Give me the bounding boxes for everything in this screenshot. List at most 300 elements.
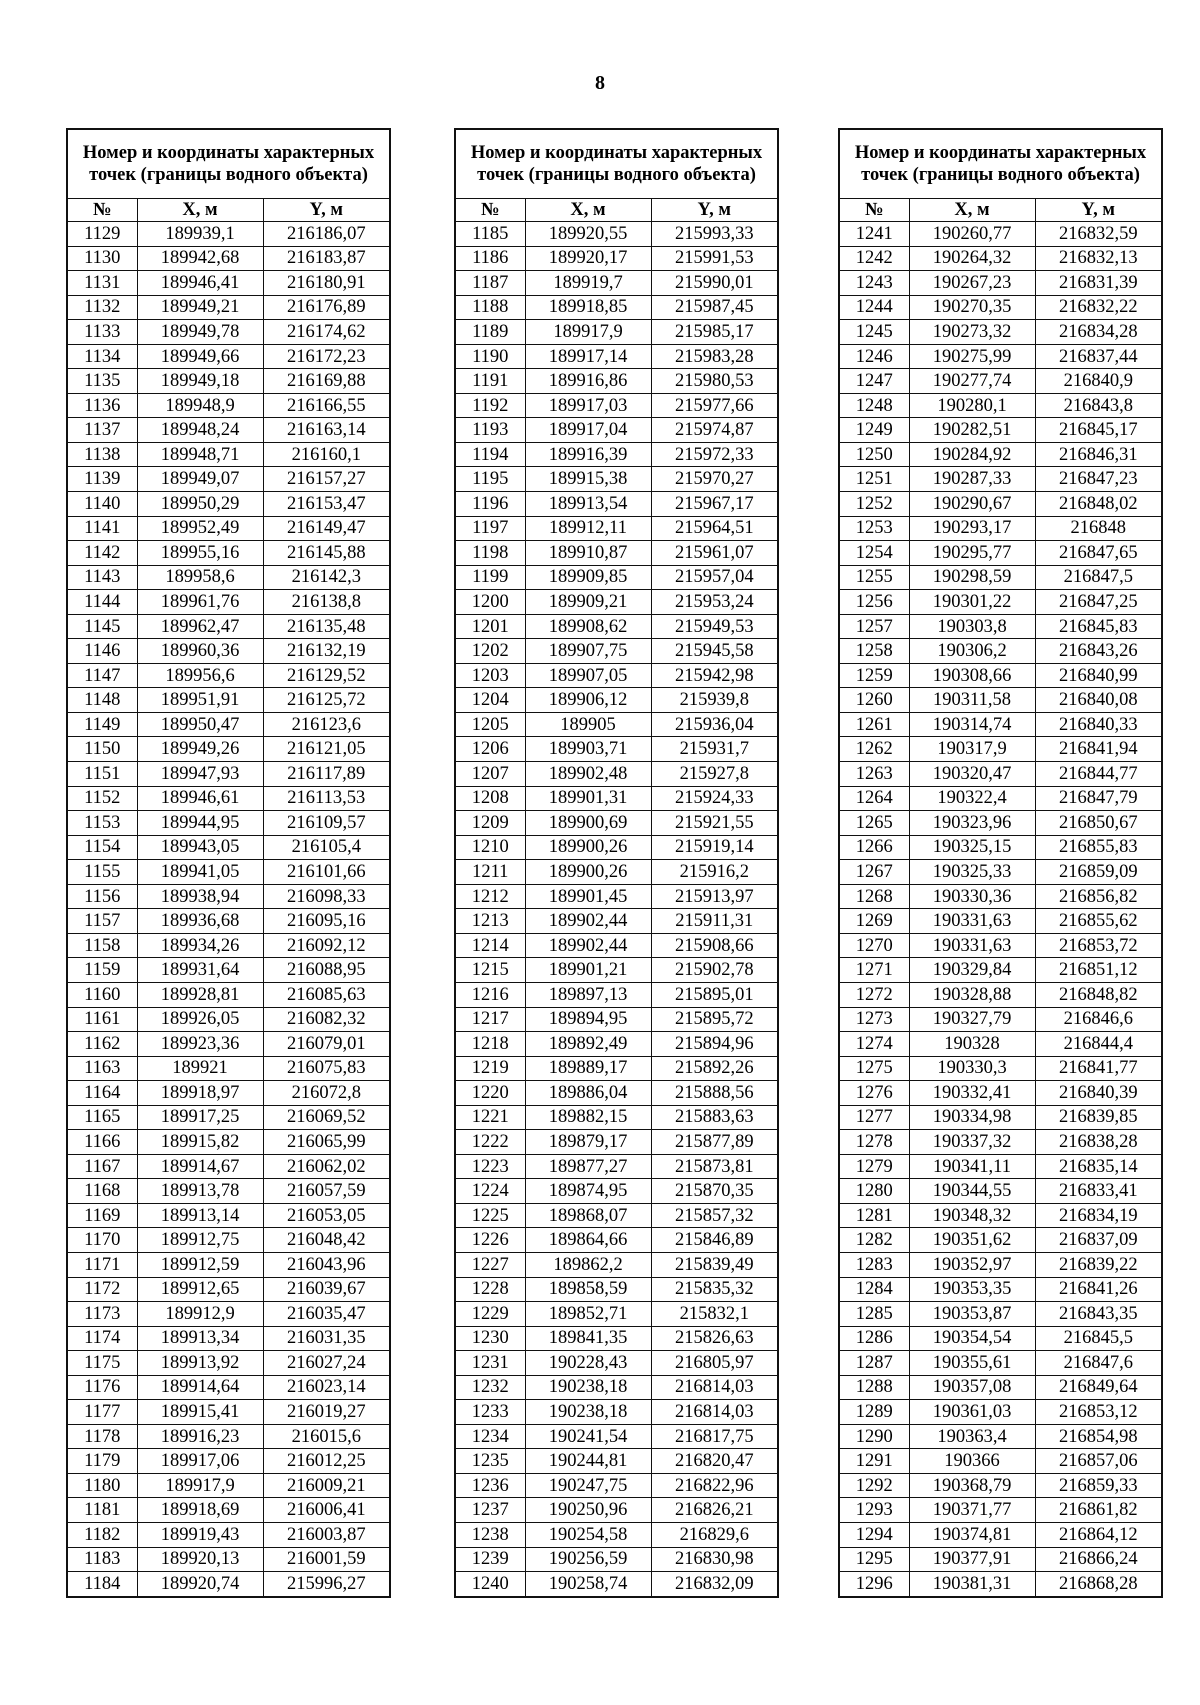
y-coordinate-cell: 216840,08: [1035, 688, 1162, 713]
y-coordinate-cell: 216135,48: [263, 614, 390, 639]
x-coordinate-cell: 189909,85: [525, 565, 651, 590]
y-coordinate-cell: 216043,96: [263, 1252, 390, 1277]
y-coordinate-cell: 216129,52: [263, 663, 390, 688]
table-row: [67, 1424, 390, 1449]
table-row: [839, 1252, 1162, 1277]
point-number-cell: 1276: [839, 1081, 909, 1106]
x-coordinate-cell: 189913,34: [137, 1326, 263, 1351]
y-coordinate-cell: 216138,8: [263, 590, 390, 615]
y-coordinate-cell: 216006,41: [263, 1498, 390, 1523]
table-row: [67, 1547, 390, 1572]
table-row: [455, 467, 778, 492]
point-number-cell: 1159: [67, 958, 137, 983]
point-number-cell: 1247: [839, 369, 909, 394]
table-row: [839, 737, 1162, 762]
point-number-cell: 1229: [455, 1302, 525, 1327]
table-row: [455, 1449, 778, 1474]
y-coordinate-cell: 215985,17: [651, 320, 778, 345]
x-coordinate-cell: 189889,17: [525, 1056, 651, 1081]
table-row: [839, 1449, 1162, 1474]
point-number-cell: 1177: [67, 1400, 137, 1425]
point-number-cell: 1261: [839, 712, 909, 737]
y-coordinate-cell: 216843,35: [1035, 1302, 1162, 1327]
y-coordinate-cell: 215902,78: [651, 958, 778, 983]
y-coordinate-cell: 216169,88: [263, 369, 390, 394]
x-coordinate-cell: 189956,6: [137, 663, 263, 688]
point-number-cell: 1145: [67, 614, 137, 639]
table-row: [839, 1154, 1162, 1179]
x-coordinate-cell: 189920,17: [525, 246, 651, 271]
table-row: [67, 639, 390, 664]
coordinates-table-3: [838, 128, 1163, 1598]
point-number-cell: 1237: [455, 1498, 525, 1523]
x-coordinate-cell: 189901,31: [525, 786, 651, 811]
table-row: [839, 811, 1162, 836]
x-coordinate-cell: 189949,78: [137, 320, 263, 345]
x-coordinate-cell: 189919,7: [525, 271, 651, 296]
table-row: [455, 1203, 778, 1228]
table-row: [67, 1326, 390, 1351]
table-title: Номер и координаты характерных точек (границы водного объекта): [455, 129, 778, 199]
point-number-cell: 1244: [839, 295, 909, 320]
x-coordinate-cell: 190348,32: [909, 1203, 1035, 1228]
table-row: [67, 222, 390, 247]
y-coordinate-cell: 215908,66: [651, 933, 778, 958]
table-row: [67, 1081, 390, 1106]
table-row: [839, 712, 1162, 737]
table-row: [67, 393, 390, 418]
point-number-cell: 1141: [67, 516, 137, 541]
y-coordinate-cell: 216172,23: [263, 344, 390, 369]
y-coordinate-cell: 215967,17: [651, 492, 778, 517]
x-coordinate-cell: 189961,76: [137, 590, 263, 615]
x-coordinate-cell: 190254,58: [525, 1522, 651, 1547]
y-coordinate-cell: 216847,25: [1035, 590, 1162, 615]
table-row: [67, 933, 390, 958]
table-row: [67, 688, 390, 713]
x-coordinate-cell: 189858,59: [525, 1277, 651, 1302]
x-coordinate-cell: 190355,61: [909, 1351, 1035, 1376]
table-row: [839, 467, 1162, 492]
y-coordinate-cell: 216180,91: [263, 271, 390, 296]
point-number-cell: 1205: [455, 712, 525, 737]
y-coordinate-cell: 215870,35: [651, 1179, 778, 1204]
y-coordinate-cell: 216830,98: [651, 1547, 778, 1572]
x-coordinate-cell: 189958,6: [137, 565, 263, 590]
y-coordinate-cell: 216132,19: [263, 639, 390, 664]
x-coordinate-cell: 189886,04: [525, 1081, 651, 1106]
point-number-cell: 1220: [455, 1081, 525, 1106]
table-row: [455, 1277, 778, 1302]
column-header-y: Y, м: [263, 199, 390, 222]
point-number-cell: 1189: [455, 320, 525, 345]
x-coordinate-cell: 189923,36: [137, 1032, 263, 1057]
point-number-cell: 1260: [839, 688, 909, 713]
point-number-cell: 1184: [67, 1572, 137, 1597]
y-coordinate-cell: 215987,45: [651, 295, 778, 320]
point-number-cell: 1182: [67, 1522, 137, 1547]
y-coordinate-cell: 216069,52: [263, 1105, 390, 1130]
table-row: [839, 1130, 1162, 1155]
y-coordinate-cell: 216848,02: [1035, 492, 1162, 517]
point-number-cell: 1282: [839, 1228, 909, 1253]
table-row: [67, 590, 390, 615]
point-number-cell: 1212: [455, 884, 525, 909]
y-coordinate-cell: 216845,17: [1035, 418, 1162, 443]
y-coordinate-cell: 216833,41: [1035, 1179, 1162, 1204]
x-coordinate-cell: 189943,05: [137, 835, 263, 860]
point-number-cell: 1129: [67, 222, 137, 247]
y-coordinate-cell: 215895,72: [651, 1007, 778, 1032]
point-number-cell: 1192: [455, 393, 525, 418]
point-number-cell: 1216: [455, 982, 525, 1007]
table-row: [455, 369, 778, 394]
x-coordinate-cell: 189900,69: [525, 811, 651, 836]
x-coordinate-cell: 189949,07: [137, 467, 263, 492]
y-coordinate-cell: 216019,27: [263, 1400, 390, 1425]
point-number-cell: 1178: [67, 1424, 137, 1449]
table-row: [67, 516, 390, 541]
x-coordinate-cell: 190337,32: [909, 1130, 1035, 1155]
table-row: [67, 1154, 390, 1179]
table-row: [67, 811, 390, 836]
x-coordinate-cell: 189939,1: [137, 222, 263, 247]
x-coordinate-cell: 190256,59: [525, 1547, 651, 1572]
x-coordinate-cell: 189917,9: [137, 1473, 263, 1498]
y-coordinate-cell: 216048,42: [263, 1228, 390, 1253]
table-row: [455, 933, 778, 958]
table-row: [67, 958, 390, 983]
point-number-cell: 1140: [67, 492, 137, 517]
column-header-x: X, м: [909, 199, 1035, 222]
y-coordinate-cell: 216092,12: [263, 933, 390, 958]
column-header-y: Y, м: [1035, 199, 1162, 222]
y-coordinate-cell: 216851,12: [1035, 958, 1162, 983]
y-coordinate-cell: 216847,65: [1035, 541, 1162, 566]
table-row: [839, 418, 1162, 443]
x-coordinate-cell: 190357,08: [909, 1375, 1035, 1400]
x-coordinate-cell: 189944,95: [137, 811, 263, 836]
table-row: [67, 884, 390, 909]
y-coordinate-cell: 216001,59: [263, 1547, 390, 1572]
y-coordinate-cell: 216856,82: [1035, 884, 1162, 909]
point-number-cell: 1285: [839, 1302, 909, 1327]
table-row: [839, 320, 1162, 345]
point-number-cell: 1152: [67, 786, 137, 811]
x-coordinate-cell: 190303,8: [909, 614, 1035, 639]
point-number-cell: 1198: [455, 541, 525, 566]
x-coordinate-cell: 190270,35: [909, 295, 1035, 320]
table-row: [839, 1522, 1162, 1547]
point-number-cell: 1167: [67, 1154, 137, 1179]
y-coordinate-cell: 215857,32: [651, 1203, 778, 1228]
point-number-cell: 1206: [455, 737, 525, 762]
x-coordinate-cell: 189902,44: [525, 933, 651, 958]
table-row: [67, 467, 390, 492]
point-number-cell: 1239: [455, 1547, 525, 1572]
y-coordinate-cell: 216829,6: [651, 1522, 778, 1547]
x-coordinate-cell: 190282,51: [909, 418, 1035, 443]
x-coordinate-cell: 189955,16: [137, 541, 263, 566]
point-number-cell: 1158: [67, 933, 137, 958]
y-coordinate-cell: 216163,14: [263, 418, 390, 443]
table-row: [455, 1424, 778, 1449]
x-coordinate-cell: 189910,87: [525, 541, 651, 566]
page-number: 8: [595, 72, 605, 94]
y-coordinate-cell: 216844,77: [1035, 762, 1162, 787]
table-row: [839, 541, 1162, 566]
point-number-cell: 1197: [455, 516, 525, 541]
y-coordinate-cell: 216023,14: [263, 1375, 390, 1400]
table-title: Номер и координаты характерных точек (границы водного объекта): [839, 129, 1162, 199]
y-coordinate-cell: 215888,56: [651, 1081, 778, 1106]
x-coordinate-cell: 190298,59: [909, 565, 1035, 590]
point-number-cell: 1150: [67, 737, 137, 762]
y-coordinate-cell: 215942,98: [651, 663, 778, 688]
y-coordinate-cell: 216840,39: [1035, 1081, 1162, 1106]
x-coordinate-cell: 189938,94: [137, 884, 263, 909]
x-coordinate-cell: 190332,41: [909, 1081, 1035, 1106]
table-row: [839, 884, 1162, 909]
table-row: [67, 418, 390, 443]
y-coordinate-cell: 216079,01: [263, 1032, 390, 1057]
y-coordinate-cell: 216057,59: [263, 1179, 390, 1204]
point-number-cell: 1290: [839, 1424, 909, 1449]
y-coordinate-cell: 215949,53: [651, 614, 778, 639]
table-row: [455, 639, 778, 664]
point-number-cell: 1219: [455, 1056, 525, 1081]
x-coordinate-cell: 190351,62: [909, 1228, 1035, 1253]
point-number-cell: 1226: [455, 1228, 525, 1253]
table-row: [67, 1105, 390, 1130]
y-coordinate-cell: 216072,8: [263, 1081, 390, 1106]
x-coordinate-cell: 190308,66: [909, 663, 1035, 688]
point-number-cell: 1222: [455, 1130, 525, 1155]
table-row: [839, 958, 1162, 983]
y-coordinate-cell: 216109,57: [263, 811, 390, 836]
y-coordinate-cell: 216174,62: [263, 320, 390, 345]
table-row: [839, 1203, 1162, 1228]
table-row: [455, 1252, 778, 1277]
x-coordinate-cell: 190317,9: [909, 737, 1035, 762]
y-coordinate-cell: 215892,26: [651, 1056, 778, 1081]
point-number-cell: 1165: [67, 1105, 137, 1130]
y-coordinate-cell: 216840,9: [1035, 369, 1162, 394]
point-number-cell: 1267: [839, 860, 909, 885]
point-number-cell: 1164: [67, 1081, 137, 1106]
point-number-cell: 1207: [455, 762, 525, 787]
point-number-cell: 1279: [839, 1154, 909, 1179]
x-coordinate-cell: 190306,2: [909, 639, 1035, 664]
y-coordinate-cell: 216832,13: [1035, 246, 1162, 271]
table-row: [839, 1081, 1162, 1106]
x-coordinate-cell: 190344,55: [909, 1179, 1035, 1204]
table-row: [67, 541, 390, 566]
table-row: [67, 737, 390, 762]
point-number-cell: 1225: [455, 1203, 525, 1228]
table-row: [67, 1032, 390, 1057]
y-coordinate-cell: 215921,55: [651, 811, 778, 836]
table-row: [839, 1572, 1162, 1597]
x-coordinate-cell: 189918,69: [137, 1498, 263, 1523]
point-number-cell: 1134: [67, 344, 137, 369]
x-coordinate-cell: 189949,21: [137, 295, 263, 320]
table-row: [455, 614, 778, 639]
y-coordinate-cell: 215826,63: [651, 1326, 778, 1351]
x-coordinate-cell: 189917,06: [137, 1449, 263, 1474]
point-number-cell: 1262: [839, 737, 909, 762]
y-coordinate-cell: 216822,96: [651, 1473, 778, 1498]
point-number-cell: 1194: [455, 442, 525, 467]
table-row: [455, 663, 778, 688]
point-number-cell: 1243: [839, 271, 909, 296]
point-number-cell: 1292: [839, 1473, 909, 1498]
y-coordinate-cell: 216848: [1035, 516, 1162, 541]
y-coordinate-cell: 216861,82: [1035, 1498, 1162, 1523]
table-row: [839, 1326, 1162, 1351]
table-row: [67, 1179, 390, 1204]
x-coordinate-cell: 189949,18: [137, 369, 263, 394]
table-row: [839, 393, 1162, 418]
table-row: [455, 1522, 778, 1547]
y-coordinate-cell: 216848,82: [1035, 982, 1162, 1007]
table-row: [67, 1375, 390, 1400]
x-coordinate-cell: 189900,26: [525, 835, 651, 860]
table-row: [839, 1375, 1162, 1400]
point-number-cell: 1188: [455, 295, 525, 320]
table-row: [839, 982, 1162, 1007]
y-coordinate-cell: 215970,27: [651, 467, 778, 492]
point-number-cell: 1176: [67, 1375, 137, 1400]
table-row: [455, 590, 778, 615]
point-number-cell: 1231: [455, 1351, 525, 1376]
y-coordinate-cell: 215911,31: [651, 909, 778, 934]
y-coordinate-cell: 215945,58: [651, 639, 778, 664]
point-number-cell: 1289: [839, 1400, 909, 1425]
y-coordinate-cell: 215927,8: [651, 762, 778, 787]
table-row: [455, 516, 778, 541]
y-coordinate-cell: 216844,4: [1035, 1032, 1162, 1057]
x-coordinate-cell: 189952,49: [137, 516, 263, 541]
y-coordinate-cell: 216841,26: [1035, 1277, 1162, 1302]
x-coordinate-cell: 189948,71: [137, 442, 263, 467]
table-row: [839, 295, 1162, 320]
y-coordinate-cell: 216845,83: [1035, 614, 1162, 639]
point-number-cell: 1240: [455, 1572, 525, 1597]
x-coordinate-cell: 190381,31: [909, 1572, 1035, 1597]
x-coordinate-cell: 189917,9: [525, 320, 651, 345]
x-coordinate-cell: 189905: [525, 712, 651, 737]
x-coordinate-cell: 189928,81: [137, 982, 263, 1007]
x-coordinate-cell: 190244,81: [525, 1449, 651, 1474]
point-number-cell: 1215: [455, 958, 525, 983]
table-row: [455, 246, 778, 271]
table-row: [455, 295, 778, 320]
x-coordinate-cell: 189868,07: [525, 1203, 651, 1228]
point-number-cell: 1251: [839, 467, 909, 492]
x-coordinate-cell: 190330,36: [909, 884, 1035, 909]
x-coordinate-cell: 190325,15: [909, 835, 1035, 860]
x-coordinate-cell: 189892,49: [525, 1032, 651, 1057]
table-row: [455, 737, 778, 762]
x-coordinate-cell: 189926,05: [137, 1007, 263, 1032]
y-coordinate-cell: 215873,81: [651, 1154, 778, 1179]
y-coordinate-cell: 216062,02: [263, 1154, 390, 1179]
table-row: [67, 1130, 390, 1155]
table-row: [67, 369, 390, 394]
x-coordinate-cell: 189917,03: [525, 393, 651, 418]
point-number-cell: 1199: [455, 565, 525, 590]
x-coordinate-cell: 190353,35: [909, 1277, 1035, 1302]
y-coordinate-cell: 216866,24: [1035, 1547, 1162, 1572]
y-coordinate-cell: 215977,66: [651, 393, 778, 418]
y-coordinate-cell: 215939,8: [651, 688, 778, 713]
x-coordinate-cell: 190363,4: [909, 1424, 1035, 1449]
y-coordinate-cell: 216183,87: [263, 246, 390, 271]
point-number-cell: 1142: [67, 541, 137, 566]
point-number-cell: 1256: [839, 590, 909, 615]
point-number-cell: 1183: [67, 1547, 137, 1572]
y-coordinate-cell: 216841,77: [1035, 1056, 1162, 1081]
point-number-cell: 1242: [839, 246, 909, 271]
coordinates-table-2: [454, 128, 779, 1598]
y-coordinate-cell: 216832,09: [651, 1572, 778, 1597]
table-row: [839, 860, 1162, 885]
y-coordinate-cell: 216125,72: [263, 688, 390, 713]
table-row: [455, 712, 778, 737]
x-coordinate-cell: 190330,3: [909, 1056, 1035, 1081]
point-number-cell: 1147: [67, 663, 137, 688]
point-number-cell: 1191: [455, 369, 525, 394]
point-number-cell: 1238: [455, 1522, 525, 1547]
point-number-cell: 1271: [839, 958, 909, 983]
point-number-cell: 1204: [455, 688, 525, 713]
y-coordinate-cell: 215877,89: [651, 1130, 778, 1155]
table-row: [455, 418, 778, 443]
point-number-cell: 1186: [455, 246, 525, 271]
table-body: [455, 222, 778, 1597]
y-coordinate-cell: 216009,21: [263, 1473, 390, 1498]
x-coordinate-cell: 189921: [137, 1056, 263, 1081]
point-number-cell: 1172: [67, 1277, 137, 1302]
point-number-cell: 1171: [67, 1252, 137, 1277]
point-number-cell: 1274: [839, 1032, 909, 1057]
table-row: [839, 909, 1162, 934]
point-number-cell: 1210: [455, 835, 525, 860]
point-number-cell: 1187: [455, 271, 525, 296]
table-row: [455, 320, 778, 345]
table-row: [455, 1130, 778, 1155]
point-number-cell: 1264: [839, 786, 909, 811]
x-coordinate-cell: 189862,2: [525, 1252, 651, 1277]
point-number-cell: 1266: [839, 835, 909, 860]
column-header-y: Y, м: [651, 199, 778, 222]
point-number-cell: 1179: [67, 1449, 137, 1474]
table-row: [67, 762, 390, 787]
y-coordinate-cell: 215957,04: [651, 565, 778, 590]
y-coordinate-cell: 215936,04: [651, 712, 778, 737]
point-number-cell: 1284: [839, 1277, 909, 1302]
point-number-cell: 1246: [839, 344, 909, 369]
x-coordinate-cell: 189909,21: [525, 590, 651, 615]
point-number-cell: 1294: [839, 1522, 909, 1547]
point-number-cell: 1143: [67, 565, 137, 590]
x-coordinate-cell: 189874,95: [525, 1179, 651, 1204]
x-coordinate-cell: 189920,13: [137, 1547, 263, 1572]
table-row: [839, 1547, 1162, 1572]
point-number-cell: 1227: [455, 1252, 525, 1277]
y-coordinate-cell: 216846,31: [1035, 442, 1162, 467]
